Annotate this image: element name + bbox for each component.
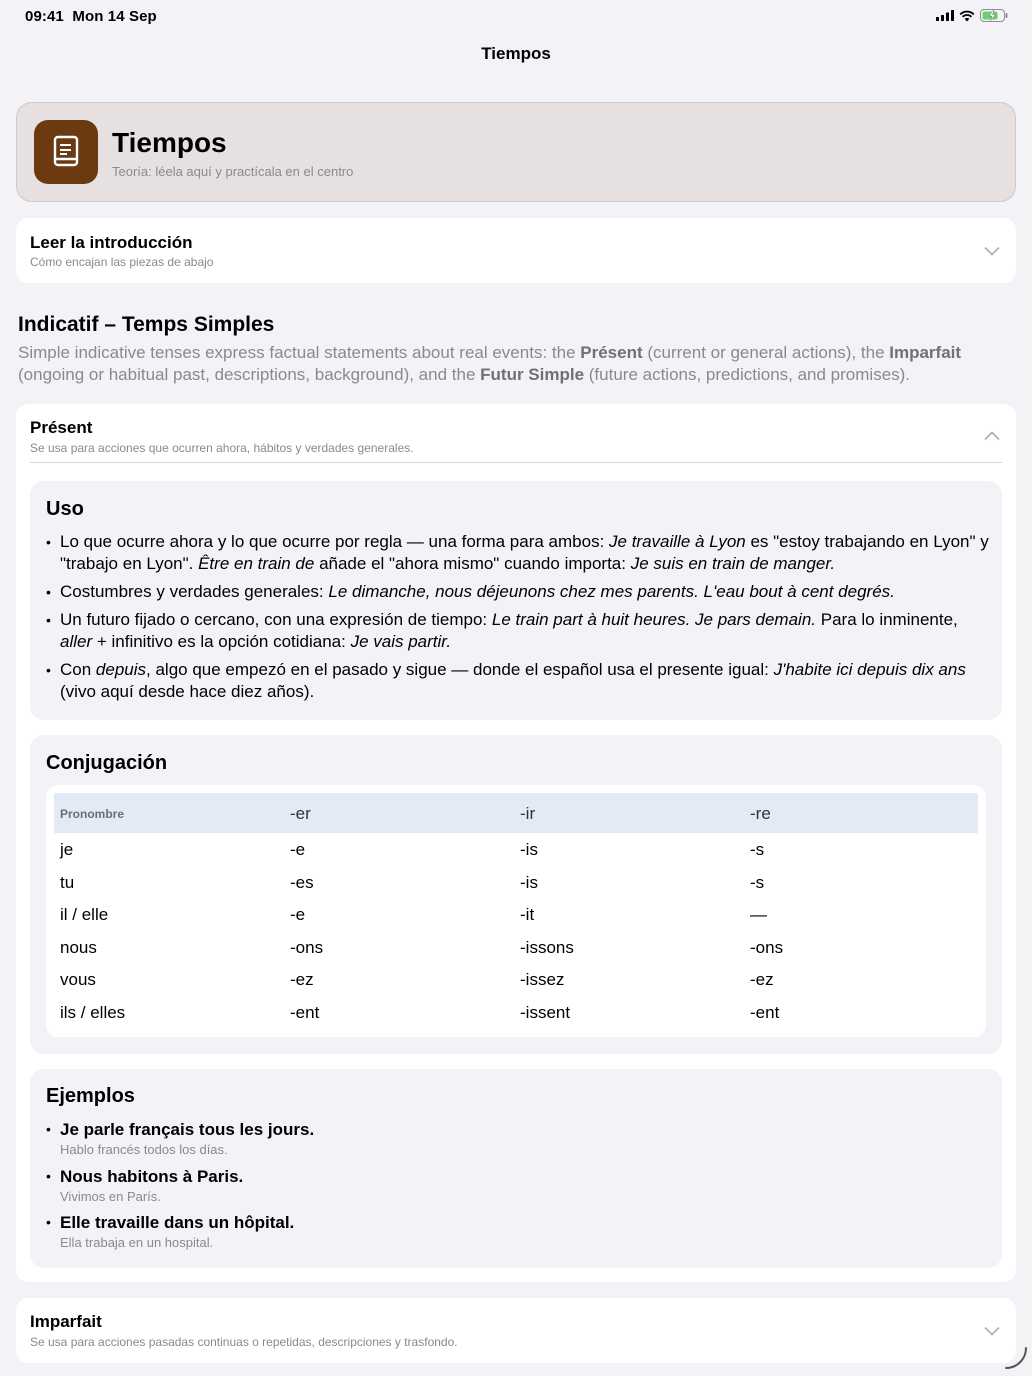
app-icon [34,120,98,184]
conjugation-card [30,735,1002,1054]
conjugation-table [46,785,986,1037]
chevron-down-icon [984,1326,1000,1336]
header-subtitle: Teoría: léela aquí y practícala en el centro [112,164,354,179]
examples-card [30,1069,1002,1268]
present-disclosure-header[interactable] [16,404,1016,462]
table-row [54,932,978,964]
cell-re: -s [750,872,765,892]
chevron-down-icon [984,246,1000,256]
list-item [46,1166,990,1213]
section-description: Simple indicative tenses express factual statements about real events: the Présent (current or general actions), the Imparfait (ongoing or habitual past, descriptions, background), and the Futur Simple (future actions, predictions, and promises). [18,343,962,384]
resize-handle-icon[interactable] [1004,1346,1028,1370]
intro-title: Leer la introducción [30,233,193,252]
cell-er: -es [290,872,314,892]
cell-ir: -is [520,872,538,892]
example-spanish: Vivimos en París. [60,1188,161,1204]
cell-re: -ez [750,970,774,989]
uso-title: Uso [46,498,84,520]
table-row [54,834,978,866]
nav-title: Tiempos [481,44,551,63]
cell-er: -ez [290,970,314,989]
cell-ir: -issent [520,1002,571,1022]
header-pronombre: Pronombre [60,807,125,821]
list-item: • Costumbres y verdades generales: Le dimanche, nous déjeunons chez mes parents. L'eau bout à cent degrés. [46,581,990,603]
cell-er: -e [290,905,306,924]
divider [30,462,1002,463]
present-title: Présent [30,418,93,437]
cell-ir: -is [520,840,538,859]
header-card [16,102,1016,202]
cell-pronoun: nous [60,937,97,957]
book-icon [49,134,83,170]
cell-re: — [750,905,767,924]
examples-list [46,1119,990,1259]
cell-pronoun: tu [60,872,75,892]
uso-card [30,481,1002,720]
imparfait-disclosure[interactable] [16,1298,1016,1363]
cell-re: -s [750,840,765,859]
imparfait-subtitle: Se usa para acciones pasadas continuas o repetidas, descripciones y trasfondo. [30,1335,458,1349]
list-item: • Un futuro fijado o cercano, con una expresión de tiempo: Le train part à huit heures. Je pars demain. Para lo inminente, aller + infinitivo es la opción cotidiana: Je vais partir. [46,609,990,653]
header-er: -er [290,804,311,823]
list-item [46,1212,990,1259]
cell-pronoun: il / elle [60,905,109,924]
table-row [54,964,978,996]
intro-subtitle: Cómo encajan las piezas de abajo [30,255,214,269]
imparfait-title: Imparfait [30,1312,102,1331]
table-row [54,997,978,1029]
header-ir: -ir [520,804,536,823]
cell-pronoun: ils / elles [60,1002,126,1022]
present-subtitle: Se usa para acciones que ocurren ahora, hábitos y verdades generales. [30,441,414,455]
cell-er: -ons [290,937,324,957]
cell-ir: -issons [520,937,574,957]
section-title: Indicatif – Temps Simples [18,313,275,336]
cell-er: -e [290,840,306,859]
cellular-signal-icon [936,10,954,21]
status-bar [0,0,1032,32]
present-card [16,404,1016,1282]
uso-list [46,531,990,709]
cell-ir: -issez [520,970,565,989]
wifi-icon [959,10,975,22]
conjugation-title: Conjugación [46,752,168,774]
table-row [54,867,978,899]
example-french: • Je parle français tous les jours. [60,1120,315,1139]
intro-disclosure[interactable] [16,218,1016,283]
list-item [46,1119,990,1166]
cell-re: -ent [750,1002,780,1022]
cell-pronoun: je [60,840,74,859]
example-spanish: Ella trabaja en un hospital. [60,1235,214,1250]
cell-ir: -it [520,905,535,924]
chevron-up-icon [984,431,1000,441]
example-french: • Elle travaille dans un hôpital. [60,1213,295,1232]
header-re: -re [750,804,771,823]
example-spanish: Hablo francés todos los días. [60,1142,228,1157]
battery-charging-icon [980,9,1008,22]
table-header [54,793,978,833]
example-french: • Nous habitons à Paris. [60,1166,244,1186]
header-title: Tiempos [112,127,227,158]
list-item: • Con depuis, algo que empezó en el pasado y sigue — donde el español usa el presente igual: J'habite ici depuis dix ans (vivo aquí desde hace diez años). [46,659,990,703]
list-item: • Lo que ocurre ahora y lo que ocurre por regla — una forma para ambos: Je travaille à Lyon es "estoy trabajando en Lyon" y "trabajo en Lyon". Être en train de añade el "ahora mismo" cuando importa: Je suis en train de manger. [46,531,990,575]
table-row [54,899,978,931]
status-time: 09:41 Mon 14 Sep [25,8,157,25]
cell-re: -ons [750,937,784,957]
cell-pronoun: vous [60,970,96,989]
examples-title: Ejemplos [46,1085,135,1107]
status-icons [936,9,1008,22]
cell-er: -ent [290,1002,320,1022]
